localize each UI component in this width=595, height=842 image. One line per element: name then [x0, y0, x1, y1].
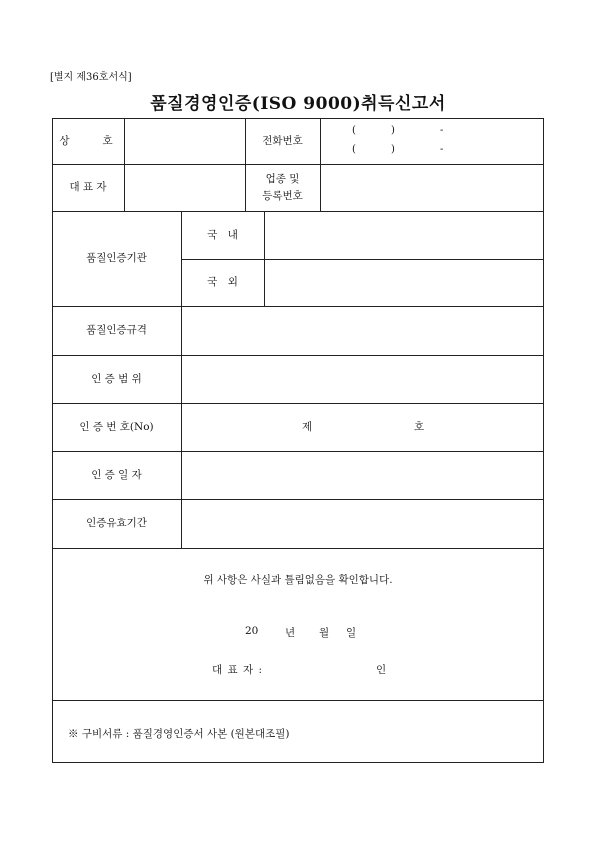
year-prefix: 20 — [245, 625, 259, 637]
day-label: 일 — [346, 627, 357, 639]
phone-field-2[interactable] — [322, 144, 544, 158]
date-line — [52, 625, 544, 645]
business-label-line1: 업종 및 — [265, 173, 300, 186]
form-title: 품질경영인증(ISO 9000)취득신고서 — [150, 94, 446, 114]
declaration-statement: 위 사항은 사실과 틀림없음을 확인합니다. — [203, 573, 393, 586]
phone-area-close: ) — [391, 125, 395, 136]
business-label-line2: 등록번호 — [262, 189, 303, 202]
month-label: 월 — [319, 627, 330, 639]
row-divider — [52, 700, 544, 701]
phone-field-1[interactable] — [322, 125, 544, 139]
foreign-field[interactable] — [265, 259, 544, 306]
company-field[interactable] — [125, 118, 245, 164]
scope-field[interactable] — [182, 355, 544, 403]
required-documents-note: ※ 구비서류 : 품질경영인증서 사본 (원본대조필) — [68, 728, 290, 740]
phone-dash: - — [440, 125, 444, 136]
representative-field[interactable] — [125, 164, 245, 211]
signature-line — [52, 662, 544, 682]
phone-area-open: ( — [352, 144, 356, 155]
seal-label: 인 — [376, 664, 387, 676]
domestic-label: 국 내 — [207, 228, 238, 241]
validity-field[interactable] — [182, 499, 544, 548]
cert-number-suffix: 호 — [414, 420, 425, 433]
validity-label: 인증유효기간 — [86, 517, 147, 530]
standard-label: 품질인증규격 — [86, 324, 147, 337]
business-field[interactable] — [321, 164, 544, 211]
row-divider — [52, 548, 544, 549]
cert-body-label: 품질인증기관 — [86, 252, 147, 265]
standard-field[interactable] — [182, 306, 544, 355]
phone-label: 전화번호 — [262, 134, 303, 147]
phone-dash: - — [440, 144, 444, 155]
domestic-field[interactable] — [265, 211, 544, 259]
business-label — [245, 164, 320, 211]
cert-number-field[interactable] — [182, 403, 544, 451]
cert-date-field[interactable] — [182, 451, 544, 499]
signature-representative-label: 대 표 자 : — [212, 664, 263, 676]
phone-area-open: ( — [352, 125, 356, 136]
phone-area-close: ) — [391, 144, 395, 155]
form-number: [별지 제36호서식] — [50, 72, 132, 83]
cert-number-prefix: 제 — [302, 420, 313, 433]
representative-label: 대 표 자 — [69, 181, 107, 194]
cert-number-label: 인 증 번 호(No) — [79, 420, 154, 433]
year-label: 년 — [285, 627, 296, 639]
scope-label: 인 증 범 위 — [91, 372, 142, 385]
company-label: 상 호 — [59, 134, 117, 147]
cert-date-label: 인 증 일 자 — [91, 468, 142, 481]
foreign-label: 국 외 — [207, 276, 238, 289]
